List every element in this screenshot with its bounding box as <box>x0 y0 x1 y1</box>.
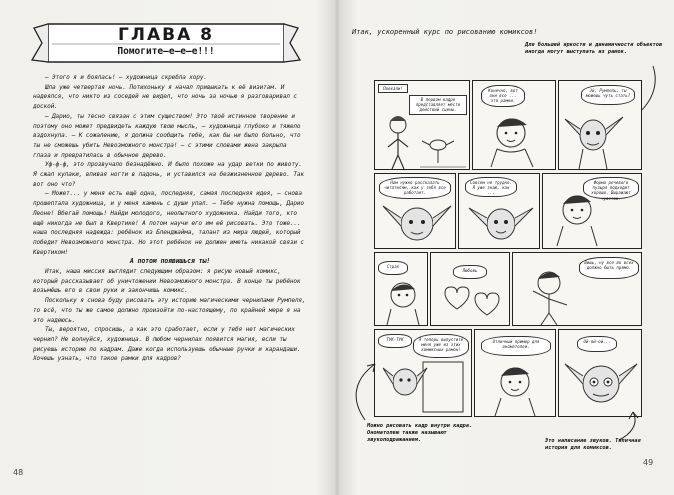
chapter-title: ГЛАВА 8 <box>118 25 214 45</box>
speech-bubble: Совсем не трудно. Я уже знаю, как ... <box>465 177 517 197</box>
comic-page <box>374 80 642 420</box>
panel-caption: В первом кадре представляет место действий сцены. <box>409 95 467 115</box>
sound-effect: ТУК-ТУК <box>378 334 412 348</box>
boy-portrait-icon <box>381 277 425 325</box>
goblin-face-icon <box>379 200 455 248</box>
comic-panel-6 <box>542 173 642 249</box>
hearts-icon <box>437 283 507 325</box>
story-text <box>33 73 307 364</box>
story-paragraph: Ты, вероятно, спросишь, а как это сработает, если у тебя нет магических чернил? Не волнуйся, художница. В любом чернилах появится магия, если ты рисуешь историю по кадрам. Даже когда используешь обычные ручки и карандаши. Хочешь узнать, что такое рамки для кадров? <box>33 326 301 363</box>
speech-bubble: Форма речевого пузыря подходит хорошо. Выражают чувства. <box>583 177 639 199</box>
page-number-left: 48 <box>13 468 24 477</box>
story-paragraph: – Может... у меня есть ещё одна, последняя, самая последняя идея, – снова прошептала художница, и у меня камень с души упал. – Тебе нужна помощь, Дарио Леоне! Вбегай помощь! Найди молодого, неопытного художника. Найди того, кто ещё никогда не был в Квертике! А потом научи его им её рисовать. Это тоже... наша последняя надежда: ребёнок из Бленджайма, талант из мира людей, который победит Невозможного монстра. Но этот ребёнок не должен иметь никакой связи с Квертиком! <box>33 190 304 256</box>
story-paragraph: Уф-ф-ф, это прозвучало безнадёжно. И было похоже на удар ветки по животу. Я сжал кулаки, впивая ногти в ладонь, и уставился на безжизненное дерево. Так вот оно что? <box>33 161 304 188</box>
speech-bubble: Ой-ой-ой... <box>577 336 617 352</box>
speech-bubble: Страх <box>378 261 408 275</box>
goblin-face-icon <box>467 198 537 248</box>
comic-course-intro: Итак, ускоренный курс по рисованию комиксов! <box>352 28 538 36</box>
goblin-face-icon <box>563 354 639 416</box>
boy-portrait-icon <box>549 184 609 248</box>
comic-panel-3 <box>558 80 642 170</box>
story-paragraph: – Этого я и боялась! – художница скребла хору. <box>45 74 207 81</box>
comic-panel-9 <box>512 252 642 326</box>
note-arrow-icon <box>345 360 385 424</box>
comic-panel-4 <box>374 173 456 249</box>
story-paragraph: Шла уже четвертая ночь. Потихоньку я начал привыкать к её визитам. И надеялся, что никто из соседей не видел, что ночь за ночью я разговаривал с доской. <box>33 83 297 111</box>
speech-bubble: Отличный пример для ономатопеи. <box>481 336 551 356</box>
speech-bubble: Нам нужно рассказать читателям, как у тебя все работает. <box>379 177 451 199</box>
speech-bubble: А теперь выпустите меня уже из этих комиксных рамок! <box>413 334 469 358</box>
boy-portrait-icon <box>483 109 553 169</box>
comic-panel-1 <box>374 80 470 170</box>
comic-panel-12 <box>558 329 642 417</box>
comic-panel-11 <box>474 329 556 417</box>
speech-bubble: Конечно, вот они все ... это рамки. <box>481 85 525 107</box>
boy-figure-icon <box>519 267 581 325</box>
speech-bubble: Вишь, ну все во всех должно быть прямо. <box>579 257 639 279</box>
note-frame-in-frame: Можно рисовать кадр внутри кадра. Ономатопею также называют звукоподражанием. <box>367 423 473 443</box>
comic-panel-10 <box>374 329 472 417</box>
panel-caption: Поехали! <box>378 84 408 93</box>
speech-bubble: Эй, Румпель, ты можешь чуть стать? <box>581 85 635 105</box>
comic-panel-5 <box>458 173 540 249</box>
boy-portrait-icon <box>485 358 549 416</box>
boy-figure-icon <box>380 111 468 169</box>
comic-panel-2 <box>472 80 556 170</box>
chapter-banner <box>30 18 302 68</box>
goblin-figure-icon <box>563 105 639 169</box>
story-paragraph: – Дарио, ты тесно связан с этим существом! Это твоё истинное творение и поэтому оно может предвидеть каждую твою мысль, – художница глубоко и тяжело вздохнула. – К сожалению, я должна сообщить тебе, как бы ни было больно, что ты не сможешь убить Невозможного монстра! – с этими словами жена закрыла глаза и превратилась в обычное дерево. <box>33 112 301 159</box>
comic-panel-7 <box>374 252 428 326</box>
note-sound-writing: Это написание звуков. Типичная история для комиксов. <box>545 438 641 451</box>
chapter-subtitle: Помогите–е–е–е!!! <box>117 46 215 57</box>
story-subheading: А потом появишься ты! <box>129 257 211 266</box>
goblin-figure-icon <box>383 358 467 416</box>
speech-bubble: Любовь <box>453 265 487 279</box>
comic-panel-8 <box>430 252 510 326</box>
right-page <box>337 0 674 495</box>
page-number-right: 49 <box>643 458 654 467</box>
note-breaking-frames: Для большей яркости и динамичности объектов иногда могут выступать из рамок. <box>525 42 663 55</box>
story-paragraph: Итак, наша миссия выглядит следующим образом: я рисую новый комикс, который рассказывает об уничтожении Невозможного монстра. В конце ты ребёнок возьмёшь его в свои руки и закончишь комикс. <box>33 268 301 295</box>
story-paragraph: Поскольку я снова буду рисовать эту историю магическими чернилами Румпеля, то всё, что ты же самое должно произойти по-настоящему, по крайней мере я на это надеюсь. <box>33 297 306 324</box>
